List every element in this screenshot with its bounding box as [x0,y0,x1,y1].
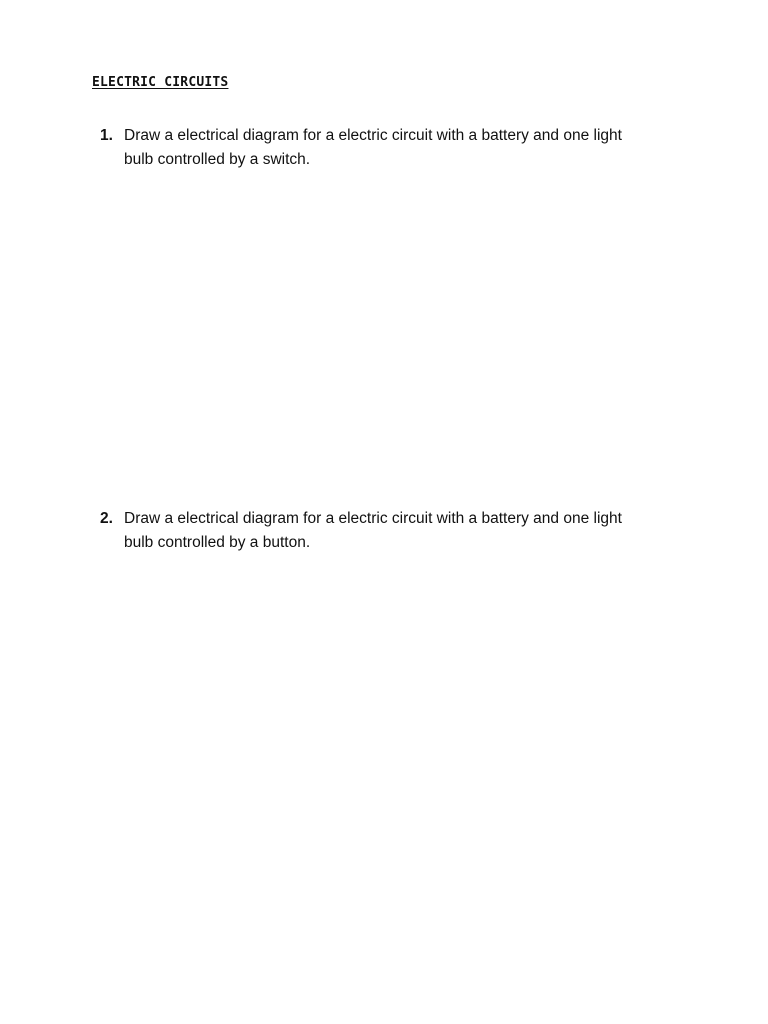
question-number: 1. [100,127,113,144]
question-2 [100,507,700,555]
question-text-line-1: Draw a electrical diagram for a electric circuit with a battery and one light [124,127,622,144]
page-title: ELECTRIC CIRCUITS [92,75,229,90]
question-text-line-2: bulb controlled by a button. [124,534,311,551]
question-1 [100,124,700,172]
question-text-line-2: bulb controlled by a switch. [124,151,311,168]
question-number: 2. [100,510,113,527]
question-text-line-1: Draw a electrical diagram for a electric circuit with a battery and one light [124,510,622,527]
